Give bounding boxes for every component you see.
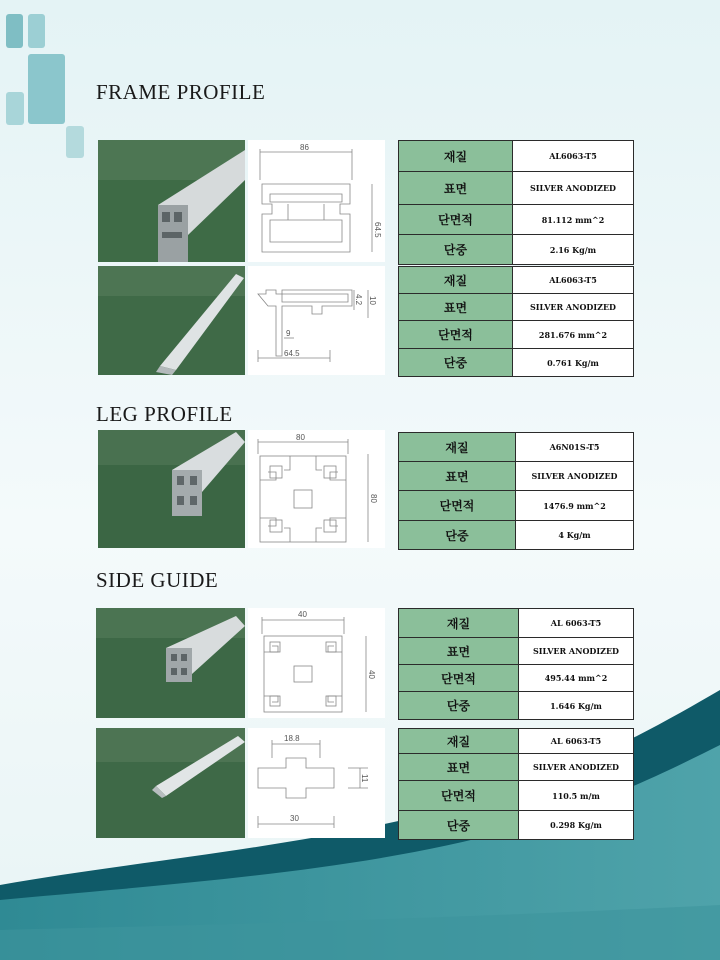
product-photo	[98, 430, 245, 548]
spec-key: 재질	[399, 267, 513, 294]
spec-key: 단중	[399, 349, 513, 377]
product-photo	[98, 266, 245, 375]
product-photo	[98, 140, 245, 262]
spec-key: 표면	[399, 172, 513, 205]
dimension-label: 30	[290, 814, 299, 823]
spec-value: 4 Kg/m	[516, 521, 634, 550]
dimension-label: 11	[360, 774, 369, 783]
decorative-square	[28, 54, 65, 124]
spec-key: 재질	[399, 433, 516, 462]
spec-key: 단면적	[399, 205, 513, 235]
spec-key: 단중	[399, 521, 516, 550]
spec-value: 1.646 Kg/m	[519, 692, 634, 720]
spec-value: 1476.9 mm^2	[516, 491, 634, 521]
spec-key: 재질	[399, 141, 513, 172]
section-title-frame-profile: FRAME PROFILE	[96, 80, 266, 104]
spec-value: SILVER ANODIZED	[519, 754, 634, 781]
cross-section-drawing	[248, 266, 385, 375]
spec-key: 표면	[399, 462, 516, 491]
spec-key: 재질	[399, 729, 519, 754]
dimension-label: 80	[296, 433, 305, 442]
spec-key: 단중	[399, 811, 519, 840]
spec-value: AL 6063-T5	[519, 609, 634, 638]
product-photo	[96, 608, 245, 718]
spec-key: 단면적	[399, 491, 516, 521]
spec-key: 단중	[399, 692, 519, 720]
spec-value: AL 6063-T5	[519, 729, 634, 754]
dimension-label: 9	[286, 329, 291, 338]
dimension-label: 40	[367, 670, 376, 679]
dimension-label: 86	[300, 143, 309, 152]
spec-value: SILVER ANODIZED	[513, 294, 634, 321]
dimension-label: 64.5	[373, 222, 382, 238]
section-title-side-guide: SIDE GUIDE	[96, 568, 219, 592]
spec-key: 표면	[399, 294, 513, 321]
spec-value: AL6063-T5	[513, 141, 634, 172]
spec-value: 281.676 mm^2	[513, 321, 634, 349]
spec-key: 단면적	[399, 321, 513, 349]
spec-key: 표면	[399, 638, 519, 665]
spec-value: 110.5 m/m	[519, 781, 634, 811]
product-photo	[96, 728, 245, 838]
cross-section-drawing	[248, 728, 385, 838]
spec-value: 81.112 mm^2	[513, 205, 634, 235]
cross-section-drawing	[248, 608, 385, 718]
spec-table	[398, 140, 634, 265]
spec-value: A6N01S-T5	[516, 433, 634, 462]
spec-value: SILVER ANODIZED	[519, 638, 634, 665]
dimension-label: 18.8	[284, 734, 300, 743]
spec-value: AL6063-T5	[513, 267, 634, 294]
spec-value: 2.16 Kg/m	[513, 235, 634, 265]
dimension-label: 80	[369, 494, 378, 503]
spec-value: 0.761 Kg/m	[513, 349, 634, 377]
dimension-label: 4.2	[354, 294, 363, 306]
spec-key: 단면적	[399, 781, 519, 811]
spec-table	[398, 432, 634, 550]
spec-key: 단중	[399, 235, 513, 265]
spec-key: 단면적	[399, 665, 519, 692]
dimension-label: 10	[368, 296, 377, 305]
spec-table	[398, 608, 634, 720]
spec-value: SILVER ANODIZED	[513, 172, 634, 205]
spec-table	[398, 728, 634, 840]
cross-section-drawing	[248, 430, 385, 548]
decorative-square	[6, 14, 23, 48]
decorative-square	[28, 14, 45, 48]
dimension-label: 40	[298, 610, 307, 619]
section-title-leg-profile: LEG PROFILE	[96, 402, 233, 426]
spec-value: 495.44 mm^2	[519, 665, 634, 692]
spec-value: 0.298 Kg/m	[519, 811, 634, 840]
spec-key: 표면	[399, 754, 519, 781]
decorative-square	[6, 92, 24, 125]
spec-key: 재질	[399, 609, 519, 638]
cross-section-drawing	[248, 140, 385, 262]
decorative-square	[66, 126, 84, 158]
spec-value: SILVER ANODIZED	[516, 462, 634, 491]
spec-table	[398, 266, 634, 377]
dimension-label: 64.5	[284, 349, 300, 358]
